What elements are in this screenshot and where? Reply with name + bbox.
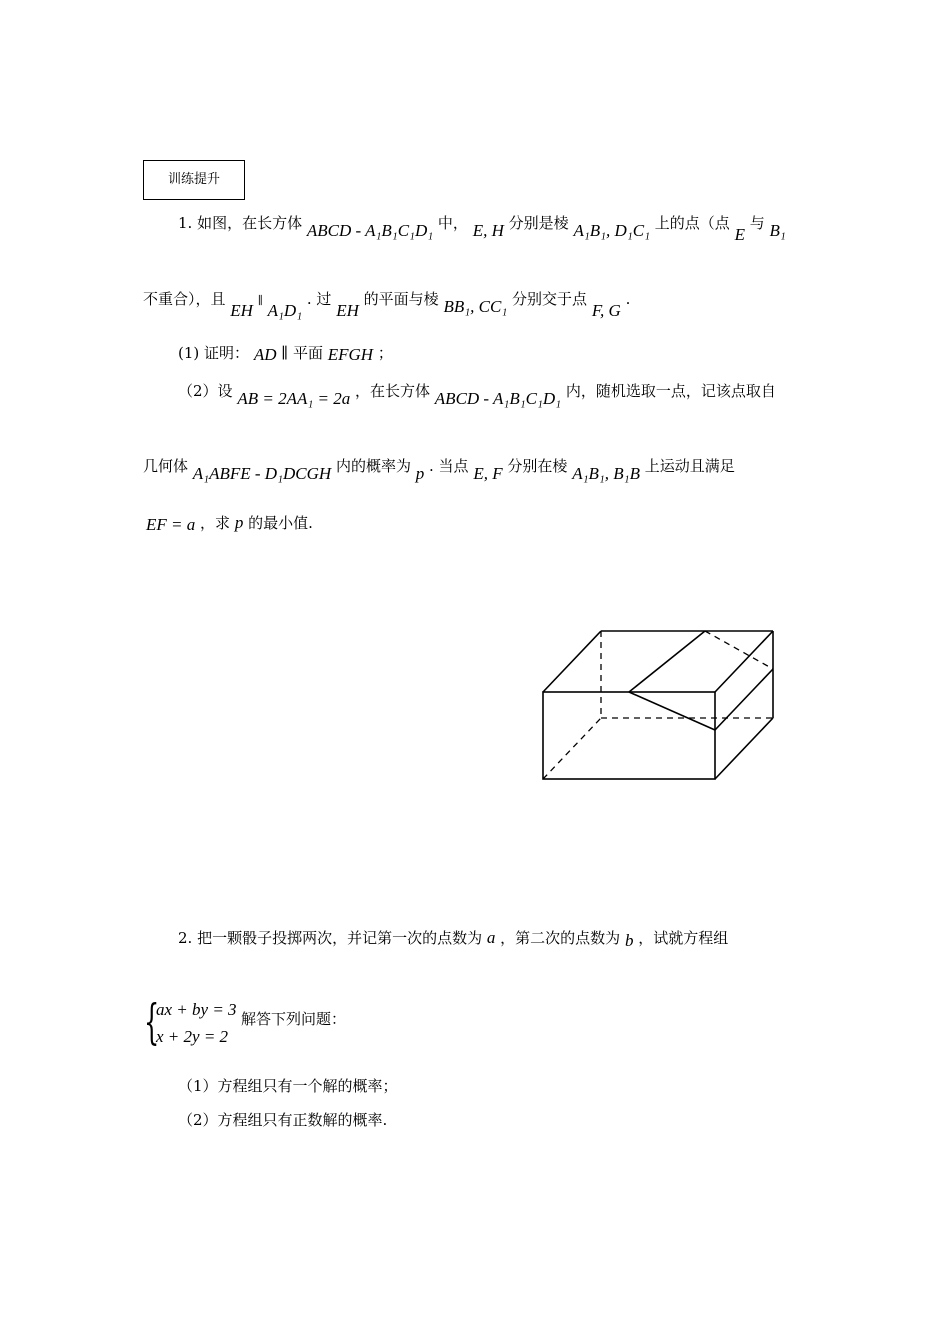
q1-math-a1d1: A₁D₁	[267, 301, 303, 320]
q1-text: 内，随机选取一点，记该点取自	[565, 382, 776, 400]
q2-text: ，第二次的点数为	[500, 929, 621, 947]
front-face	[543, 692, 715, 779]
q1-text: 几何体	[143, 457, 189, 475]
q2-sub-2	[178, 1109, 387, 1130]
q1-math-fg: F, G	[591, 301, 621, 320]
q1-math-e: E	[734, 225, 745, 244]
q1-text: ；	[377, 344, 393, 362]
q1-math-p: p	[234, 513, 244, 532]
q1-line-4	[143, 455, 735, 483]
q2-eq-1: ax + by = 3	[156, 1000, 237, 1019]
equation-2	[156, 1027, 228, 1047]
q1-math-edges: A₁B₁, D₁C₁	[573, 221, 650, 240]
q2-line-1	[178, 927, 728, 948]
q1-math-efgh: EFGH	[327, 345, 374, 364]
q2-text: （2）方程组只有正数解的概率.	[178, 1111, 388, 1129]
q1-part-1	[178, 342, 393, 363]
equation-1	[156, 1000, 237, 1020]
q1-text: . 当点	[429, 457, 469, 475]
q1-text: 分别交于点	[512, 290, 588, 308]
section-title: 训练提升	[167, 172, 220, 187]
q2-math-a: a	[486, 928, 496, 947]
q2-text: 解答下列问题：	[241, 1010, 347, 1028]
q1-math-b1: B₁	[769, 221, 786, 240]
q1-text: . 过	[306, 290, 332, 308]
q1-math-ef-eq: EF = a	[146, 515, 196, 534]
q1-text: 1. 如图，在长方体	[178, 214, 303, 232]
q1-text: 与	[749, 214, 765, 232]
q2-text: （1）方程组只有一个解的概率；	[178, 1077, 398, 1095]
q1-text: 上运动且满足	[644, 457, 735, 475]
q1-part-1-label: (1) 证明：	[178, 344, 250, 362]
q1-part-2-label: （2）设	[178, 382, 233, 400]
q1-text: 中，	[437, 214, 468, 232]
q1-math-ab-eq: AB = 2AA₁ = 2a	[237, 389, 351, 408]
section-title-box	[143, 160, 245, 200]
q1-line-5	[146, 512, 313, 533]
q2-eq-2: x + 2y = 2	[156, 1027, 229, 1046]
q2-text: 2. 把一颗骰子投掷两次，并记第一次的点数为	[178, 929, 483, 947]
q1-text: 的平面与棱	[363, 290, 439, 308]
q1-math-solid: A₁ABFE - D₁DCGH	[192, 464, 332, 483]
q1-text: 不重合），且	[143, 290, 226, 308]
q1-text: 分别在棱	[507, 457, 568, 475]
q1-text: 内的概率为	[335, 457, 411, 475]
q1-text: .	[625, 290, 631, 308]
equation-brace: {	[144, 994, 160, 1050]
q1-math-eh: E, H	[472, 221, 504, 240]
q1-text: 的最小值.	[248, 514, 313, 532]
q1-math-ad: AD	[253, 345, 277, 364]
q2-math-b: b	[624, 931, 634, 950]
q1-math-p: p	[415, 464, 425, 483]
q1-text: 分别是棱	[508, 214, 569, 232]
q1-math-cuboid: ABCD - A₁B₁C₁D₁	[306, 221, 434, 240]
q2-text: ，试就方程组	[638, 929, 729, 947]
q2-sub-1	[178, 1075, 398, 1096]
q2-after-eq	[241, 1008, 346, 1029]
q1-math-eh: EH	[336, 301, 359, 320]
q1-text: ，在长方体	[355, 382, 431, 400]
q1-math-edges: A₁B₁, B₁B	[572, 464, 640, 483]
q1-text: 上的点（点	[654, 214, 730, 232]
q1-math-eh: EH	[230, 301, 253, 320]
q1-text: ，求	[200, 514, 231, 532]
q1-text: ∥ 平面	[281, 344, 323, 362]
q1-math-bb1-cc1: BB₁, CC₁	[443, 297, 508, 316]
q1-line-1	[178, 212, 786, 244]
q1-parallel: ∥	[257, 294, 263, 307]
q1-math-cuboid: ABCD - A₁B₁C₁D₁	[434, 389, 562, 408]
q1-line-2	[143, 288, 631, 320]
q1-math-ef: E, F	[473, 464, 503, 483]
q1-part-2	[178, 380, 776, 408]
